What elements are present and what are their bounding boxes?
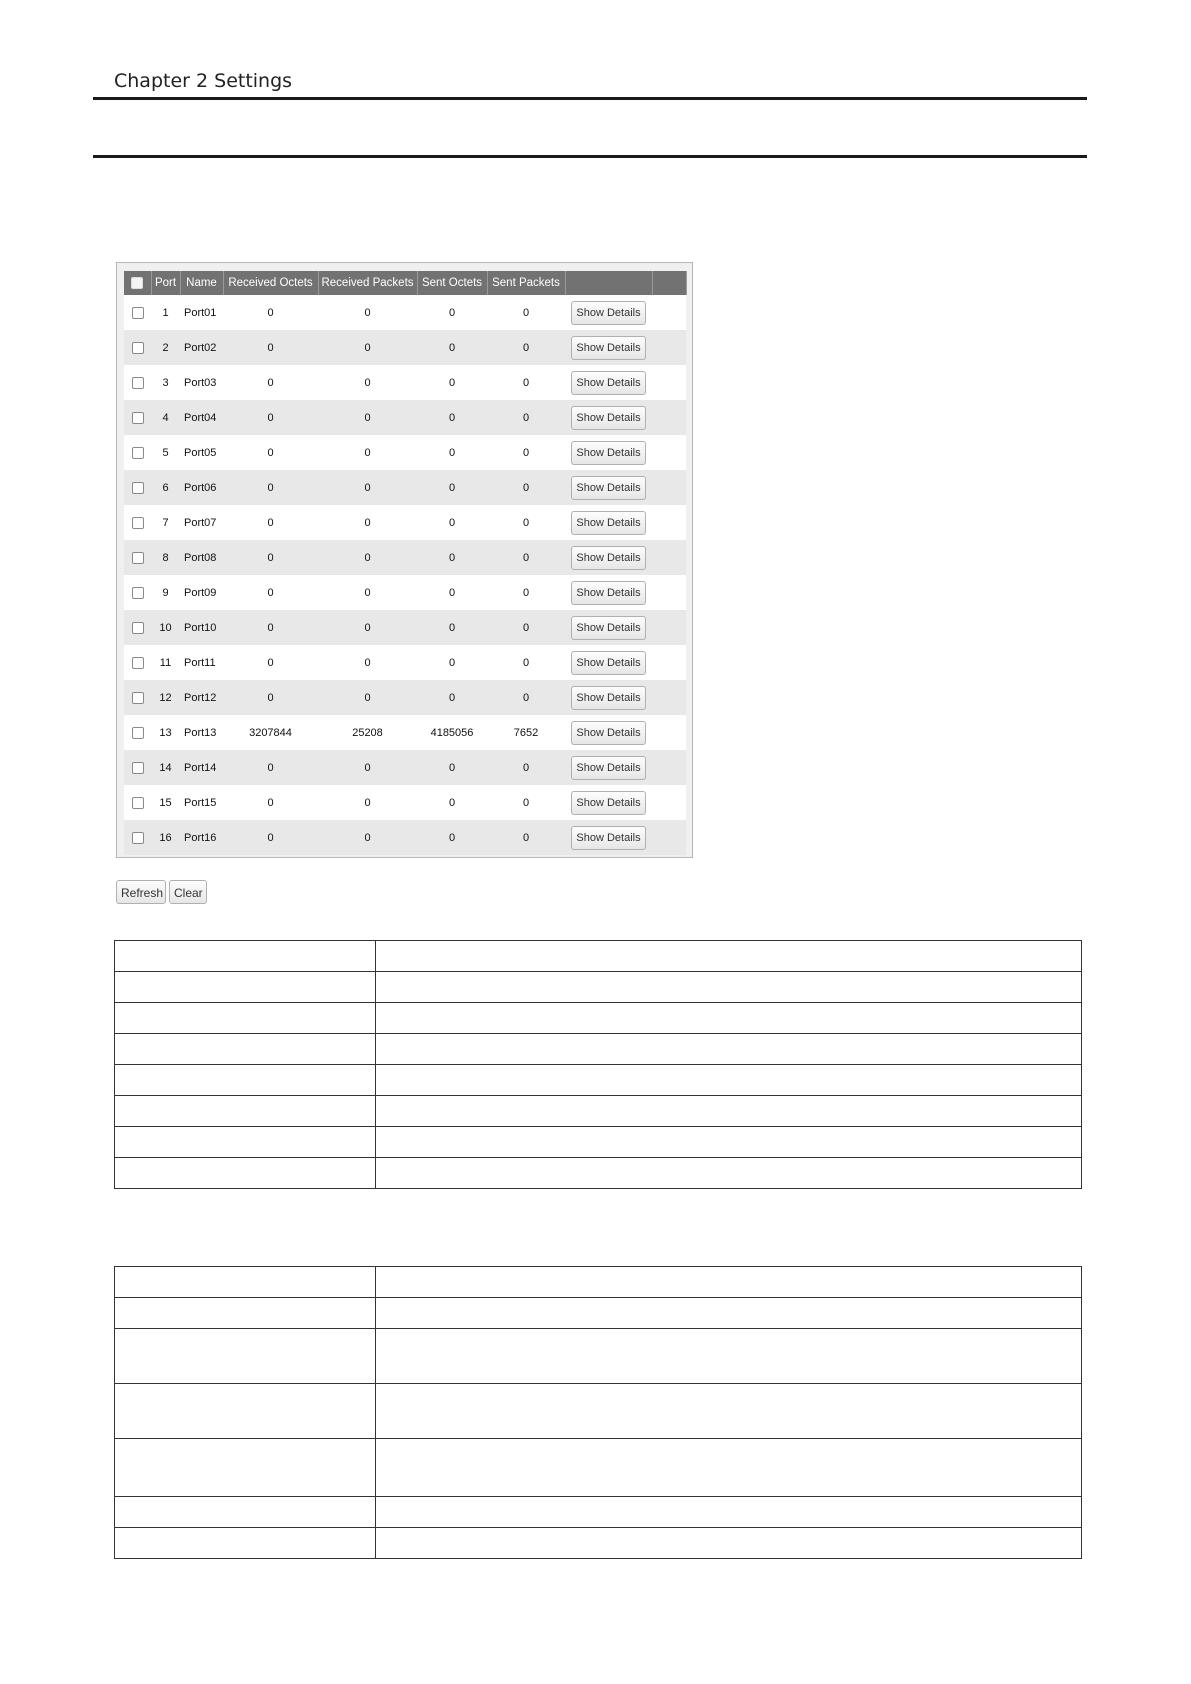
sent-packets: 0 bbox=[487, 330, 565, 365]
port-name: Port12 bbox=[180, 680, 223, 715]
table-header-row bbox=[124, 271, 686, 295]
show-details-button[interactable]: Show Details bbox=[571, 651, 645, 675]
received-packets: 0 bbox=[318, 610, 417, 645]
row-checkbox[interactable] bbox=[124, 575, 151, 610]
sent-packets: 0 bbox=[487, 645, 565, 680]
row-action-cell bbox=[565, 470, 652, 505]
column-header-received-octets: Received Octets bbox=[223, 271, 318, 295]
row-checkbox[interactable] bbox=[124, 400, 151, 435]
port-number: 16 bbox=[151, 820, 180, 855]
show-details-button[interactable]: Show Details bbox=[571, 616, 645, 640]
row-action-cell bbox=[565, 715, 652, 750]
port-number: 8 bbox=[151, 540, 180, 575]
show-details-button[interactable]: Show Details bbox=[571, 686, 645, 710]
sent-octets: 0 bbox=[417, 400, 487, 435]
row-action-cell bbox=[565, 785, 652, 820]
row-checkbox[interactable] bbox=[124, 645, 151, 680]
refresh-button[interactable]: Refresh bbox=[116, 880, 166, 904]
received-octets: 0 bbox=[223, 295, 318, 330]
port-number: 14 bbox=[151, 750, 180, 785]
row-checkbox[interactable] bbox=[124, 505, 151, 540]
row-checkbox[interactable] bbox=[124, 785, 151, 820]
table-row bbox=[115, 1329, 1082, 1384]
port-number: 6 bbox=[151, 470, 180, 505]
row-action-cell bbox=[565, 540, 652, 575]
received-octets: 0 bbox=[223, 435, 318, 470]
row-checkbox[interactable] bbox=[124, 750, 151, 785]
port-number: 2 bbox=[151, 330, 180, 365]
received-packets: 0 bbox=[318, 645, 417, 680]
received-packets: 25208 bbox=[318, 715, 417, 750]
row-action-cell bbox=[565, 610, 652, 645]
port-name: Port15 bbox=[180, 785, 223, 820]
table-row bbox=[124, 715, 686, 750]
show-details-button[interactable]: Show Details bbox=[571, 826, 645, 850]
port-number: 13 bbox=[151, 715, 180, 750]
port-name: Port11 bbox=[180, 645, 223, 680]
description-table-2 bbox=[114, 1266, 1082, 1559]
table-row bbox=[124, 470, 686, 505]
section-rule bbox=[93, 155, 1087, 158]
row-action-cell bbox=[565, 505, 652, 540]
port-name: Port13 bbox=[180, 715, 223, 750]
received-packets: 0 bbox=[318, 330, 417, 365]
sent-octets: 0 bbox=[417, 645, 487, 680]
port-name: Port14 bbox=[180, 750, 223, 785]
table-row bbox=[115, 941, 1082, 972]
table-row bbox=[115, 1003, 1082, 1034]
table-row bbox=[115, 1096, 1082, 1127]
port-number: 9 bbox=[151, 575, 180, 610]
row-checkbox[interactable] bbox=[124, 330, 151, 365]
sent-octets: 0 bbox=[417, 540, 487, 575]
received-octets: 0 bbox=[223, 505, 318, 540]
row-spacer bbox=[652, 505, 686, 540]
table-row bbox=[124, 750, 686, 785]
port-number: 7 bbox=[151, 505, 180, 540]
port-name: Port09 bbox=[180, 575, 223, 610]
port-name: Port02 bbox=[180, 330, 223, 365]
row-spacer bbox=[652, 435, 686, 470]
column-header-received-packets: Received Packets bbox=[318, 271, 417, 295]
row-action-cell bbox=[565, 435, 652, 470]
sent-octets: 0 bbox=[417, 295, 487, 330]
row-action-cell bbox=[565, 750, 652, 785]
table-row bbox=[124, 680, 686, 715]
table-row bbox=[115, 1439, 1082, 1497]
header-rule bbox=[93, 97, 1087, 100]
received-packets: 0 bbox=[318, 540, 417, 575]
row-spacer bbox=[652, 820, 686, 855]
row-checkbox[interactable] bbox=[124, 365, 151, 400]
table-row bbox=[124, 645, 686, 680]
port-name: Port01 bbox=[180, 295, 223, 330]
table-row bbox=[124, 365, 686, 400]
received-packets: 0 bbox=[318, 295, 417, 330]
port-name: Port06 bbox=[180, 470, 223, 505]
table-row bbox=[124, 505, 686, 540]
received-packets: 0 bbox=[318, 575, 417, 610]
row-spacer bbox=[652, 470, 686, 505]
received-octets: 0 bbox=[223, 750, 318, 785]
port-name: Port04 bbox=[180, 400, 223, 435]
sent-packets: 0 bbox=[487, 575, 565, 610]
chapter-title: Chapter 2 Settings bbox=[114, 70, 293, 92]
row-spacer bbox=[652, 610, 686, 645]
sent-octets: 0 bbox=[417, 680, 487, 715]
row-spacer bbox=[652, 330, 686, 365]
row-checkbox[interactable] bbox=[124, 295, 151, 330]
row-spacer bbox=[652, 365, 686, 400]
received-packets: 0 bbox=[318, 505, 417, 540]
port-name: Port03 bbox=[180, 365, 223, 400]
received-packets: 0 bbox=[318, 470, 417, 505]
table-row bbox=[124, 575, 686, 610]
table-row bbox=[115, 1127, 1082, 1158]
row-spacer bbox=[652, 575, 686, 610]
sent-packets: 0 bbox=[487, 540, 565, 575]
row-checkbox[interactable] bbox=[124, 610, 151, 645]
received-packets: 0 bbox=[318, 400, 417, 435]
show-details-button[interactable]: Show Details bbox=[571, 336, 645, 360]
column-header-sent-octets: Sent Octets bbox=[417, 271, 487, 295]
received-octets: 0 bbox=[223, 470, 318, 505]
received-octets: 0 bbox=[223, 365, 318, 400]
port-number: 5 bbox=[151, 435, 180, 470]
row-action-cell bbox=[565, 680, 652, 715]
sent-packets: 0 bbox=[487, 610, 565, 645]
show-details-button[interactable]: Show Details bbox=[571, 406, 645, 430]
received-packets: 0 bbox=[318, 820, 417, 855]
received-octets: 3207844 bbox=[223, 715, 318, 750]
row-checkbox[interactable] bbox=[124, 540, 151, 575]
received-packets: 0 bbox=[318, 785, 417, 820]
sent-octets: 0 bbox=[417, 435, 487, 470]
port-name: Port05 bbox=[180, 435, 223, 470]
row-spacer bbox=[652, 750, 686, 785]
row-checkbox[interactable] bbox=[124, 435, 151, 470]
port-statistics-panel bbox=[116, 262, 693, 858]
sent-packets: 7652 bbox=[487, 715, 565, 750]
sent-octets: 0 bbox=[417, 330, 487, 365]
table-row bbox=[115, 1065, 1082, 1096]
port-number: 3 bbox=[151, 365, 180, 400]
row-action-cell bbox=[565, 645, 652, 680]
sent-octets: 0 bbox=[417, 575, 487, 610]
sent-packets: 0 bbox=[487, 295, 565, 330]
row-spacer bbox=[652, 540, 686, 575]
row-spacer bbox=[652, 400, 686, 435]
row-spacer bbox=[652, 680, 686, 715]
sent-octets: 0 bbox=[417, 820, 487, 855]
sent-packets: 0 bbox=[487, 435, 565, 470]
sent-packets: 0 bbox=[487, 470, 565, 505]
show-details-button[interactable]: Show Details bbox=[571, 371, 645, 395]
sent-packets: 0 bbox=[487, 505, 565, 540]
sent-octets: 0 bbox=[417, 470, 487, 505]
column-header-name: Name bbox=[180, 271, 223, 295]
sent-packets: 0 bbox=[487, 365, 565, 400]
received-octets: 0 bbox=[223, 330, 318, 365]
received-octets: 0 bbox=[223, 400, 318, 435]
received-packets: 0 bbox=[318, 365, 417, 400]
sent-octets: 0 bbox=[417, 785, 487, 820]
received-octets: 0 bbox=[223, 820, 318, 855]
sent-octets: 4185056 bbox=[417, 715, 487, 750]
received-octets: 0 bbox=[223, 575, 318, 610]
row-action-cell bbox=[565, 365, 652, 400]
port-number: 11 bbox=[151, 645, 180, 680]
row-spacer bbox=[652, 715, 686, 750]
row-action-cell bbox=[565, 820, 652, 855]
received-octets: 0 bbox=[223, 610, 318, 645]
sent-packets: 0 bbox=[487, 820, 565, 855]
row-action-cell bbox=[565, 575, 652, 610]
row-checkbox[interactable] bbox=[124, 820, 151, 855]
sent-octets: 0 bbox=[417, 505, 487, 540]
port-number: 1 bbox=[151, 295, 180, 330]
show-details-button[interactable]: Show Details bbox=[571, 756, 645, 780]
description-table-1 bbox=[114, 940, 1082, 1189]
received-octets: 0 bbox=[223, 785, 318, 820]
column-header-actions bbox=[565, 271, 652, 295]
port-number: 15 bbox=[151, 785, 180, 820]
row-spacer bbox=[652, 785, 686, 820]
row-checkbox[interactable] bbox=[124, 715, 151, 750]
show-details-button[interactable]: Show Details bbox=[571, 791, 645, 815]
received-packets: 0 bbox=[318, 750, 417, 785]
table-row bbox=[115, 1158, 1082, 1189]
port-number: 4 bbox=[151, 400, 180, 435]
show-details-button[interactable]: Show Details bbox=[571, 581, 645, 605]
port-name: Port10 bbox=[180, 610, 223, 645]
table-row bbox=[115, 1267, 1082, 1298]
row-action-cell bbox=[565, 330, 652, 365]
table-row bbox=[124, 295, 686, 330]
table-row bbox=[115, 1528, 1082, 1559]
column-header-spacer bbox=[652, 271, 686, 295]
table-row bbox=[124, 785, 686, 820]
row-checkbox[interactable] bbox=[124, 470, 151, 505]
received-octets: 0 bbox=[223, 645, 318, 680]
sent-packets: 0 bbox=[487, 400, 565, 435]
table-row bbox=[115, 1384, 1082, 1439]
port-statistics-table bbox=[124, 271, 687, 855]
clear-button[interactable]: Clear bbox=[169, 880, 207, 904]
show-details-button[interactable]: Show Details bbox=[571, 721, 645, 745]
table-row bbox=[115, 1497, 1082, 1528]
received-octets: 0 bbox=[223, 540, 318, 575]
received-octets: 0 bbox=[223, 680, 318, 715]
column-header-port: Port bbox=[151, 271, 180, 295]
sent-octets: 0 bbox=[417, 750, 487, 785]
show-details-button[interactable]: Show Details bbox=[571, 301, 645, 325]
table-row bbox=[124, 610, 686, 645]
row-action-cell bbox=[565, 400, 652, 435]
port-name: Port16 bbox=[180, 820, 223, 855]
row-spacer bbox=[652, 295, 686, 330]
received-packets: 0 bbox=[318, 680, 417, 715]
table-row bbox=[115, 1034, 1082, 1065]
show-details-button[interactable]: Show Details bbox=[571, 511, 645, 535]
port-number: 10 bbox=[151, 610, 180, 645]
select-all-checkbox[interactable] bbox=[124, 271, 151, 295]
sent-packets: 0 bbox=[487, 785, 565, 820]
port-name: Port08 bbox=[180, 540, 223, 575]
show-details-button[interactable]: Show Details bbox=[571, 476, 645, 500]
received-packets: 0 bbox=[318, 435, 417, 470]
row-action-cell bbox=[565, 295, 652, 330]
sent-packets: 0 bbox=[487, 750, 565, 785]
column-header-sent-packets: Sent Packets bbox=[487, 271, 565, 295]
row-checkbox[interactable] bbox=[124, 680, 151, 715]
port-number: 12 bbox=[151, 680, 180, 715]
table-row bbox=[124, 820, 686, 855]
table-row bbox=[124, 330, 686, 365]
port-name: Port07 bbox=[180, 505, 223, 540]
sent-octets: 0 bbox=[417, 610, 487, 645]
show-details-button[interactable]: Show Details bbox=[571, 441, 645, 465]
table-row bbox=[124, 540, 686, 575]
sent-octets: 0 bbox=[417, 365, 487, 400]
show-details-button[interactable]: Show Details bbox=[571, 546, 645, 570]
sent-packets: 0 bbox=[487, 680, 565, 715]
table-row bbox=[115, 972, 1082, 1003]
table-row bbox=[124, 435, 686, 470]
table-row bbox=[124, 400, 686, 435]
row-spacer bbox=[652, 645, 686, 680]
table-row bbox=[115, 1298, 1082, 1329]
